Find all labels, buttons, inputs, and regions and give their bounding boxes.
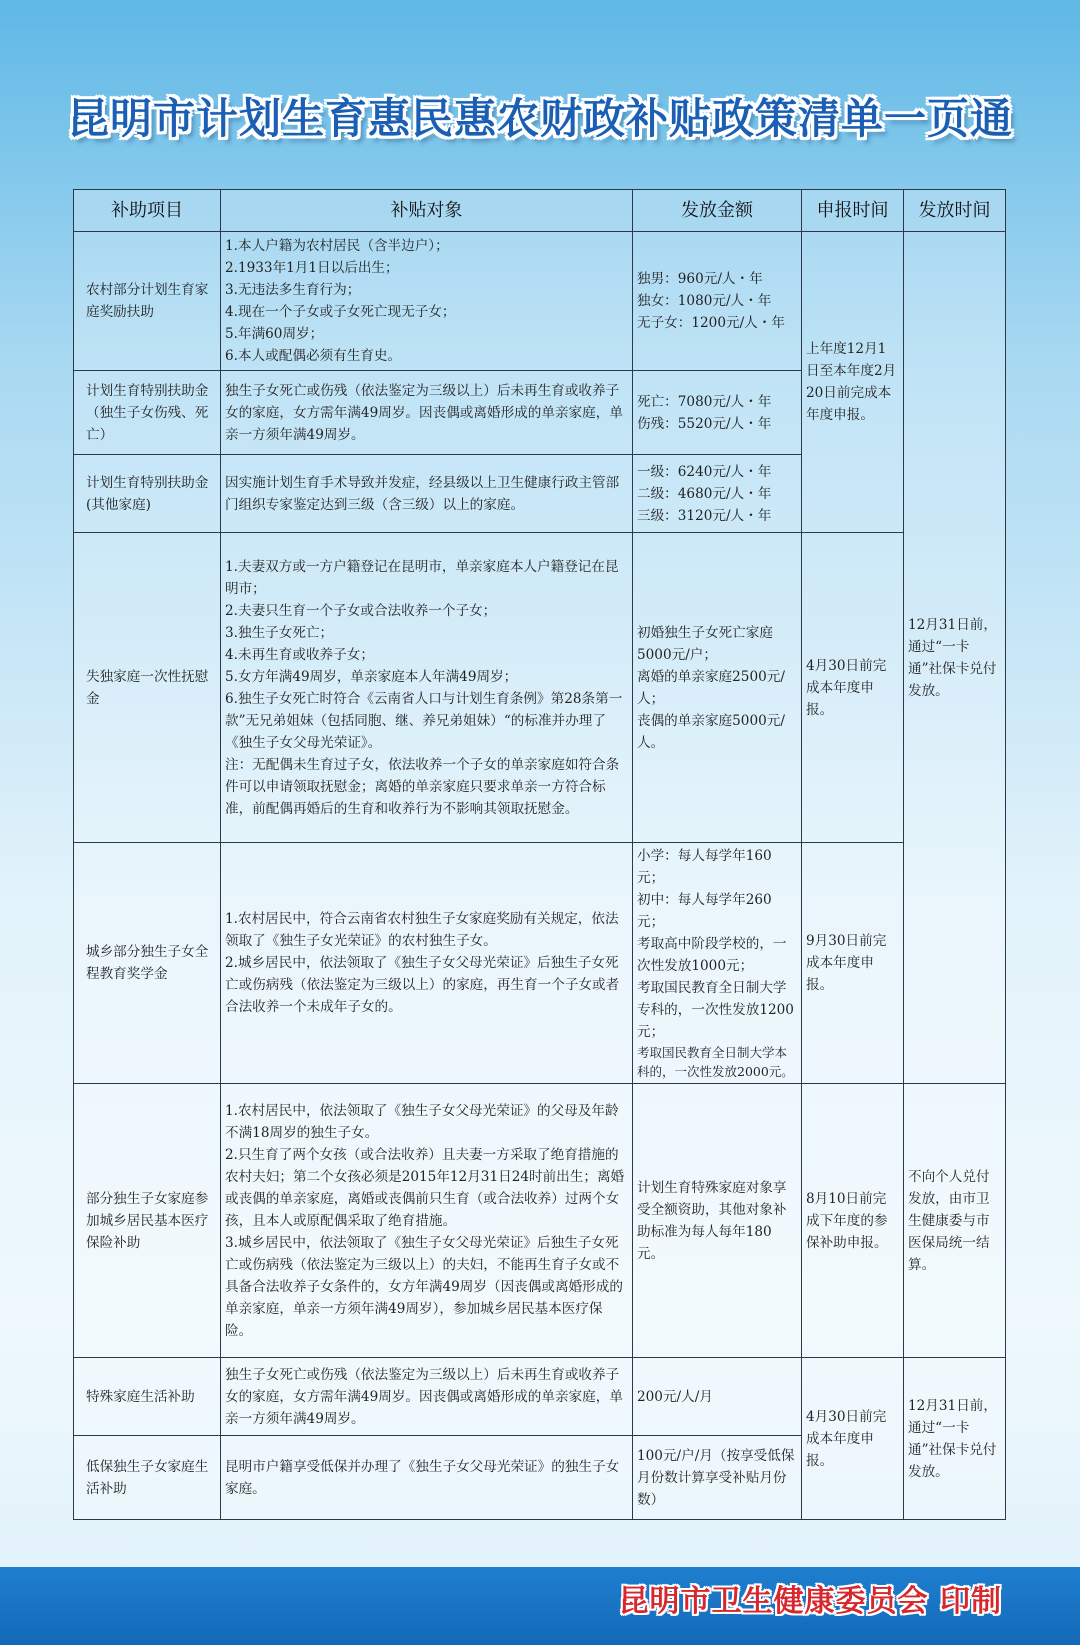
- target-cell: [221, 232, 633, 371]
- item-cell: 部分独生子女家庭参加城乡居民基本医疗保险补助: [74, 1084, 221, 1358]
- target-line: 3.城乡居民中，依法领取了《独生子女父母光荣证》后独生子女死亡或伤病残（依法鉴定为三级以上）的夫妇，不能再生育子女或不具备合法收养子女条件的，女方年满49周岁（因丧偶或离婚形成的单亲家庭，单亲一方须年满49周岁），参加城乡居民基本医疗保险。: [225, 1234, 623, 1339]
- target-cell: [221, 1084, 633, 1358]
- amount-line: 离婚的单亲家庭2500元/人；: [637, 668, 785, 707]
- amount-line: 伤残：5520元/人・年: [637, 415, 772, 432]
- amount-line: 考取国民教育全日制大学本科的，一次性发放2000元。: [637, 1045, 794, 1079]
- page-title: 昆明市计划生育惠民惠农财政补贴政策清单一页通: [66, 94, 1013, 143]
- amount-line: 丧偶的单亲家庭5000元/人。: [637, 712, 785, 751]
- amount-cell: 计划生育特殊家庭对象享受全额资助，其他对象补助标准为每人每年180元。: [633, 1084, 802, 1358]
- table-row: [74, 1084, 1006, 1358]
- footer-credit: 昆明市卫生健康委员会 印制: [618, 1584, 1002, 1619]
- target-line: 1.夫妻双方或一方户籍登记在昆明市，单亲家庭本人户籍登记在昆明市；: [225, 558, 619, 597]
- target-line: 6.本人或配偶必须有生育史。: [225, 348, 402, 364]
- table-row: [74, 533, 1006, 843]
- target-line: 1.农村居民中，符合云南省农村独生子女家庭奖励有关规定，依法领取了《独生子女光荣证》的农村独生子女。: [225, 911, 619, 949]
- table-header-row: [74, 190, 1006, 232]
- apply-time-cell: 8月10日前完成下年度的参保补助申报。: [802, 1084, 904, 1358]
- target-cell: 昆明市户籍享受低保并办理了《独生子女父母光荣证》的独生子女家庭。: [221, 1436, 633, 1520]
- pay-time-cell: 12月31日前，通过“一卡通”社保卡兑付发放。: [904, 232, 1006, 1084]
- amount-line: 初中：每人每学年260元；: [637, 892, 772, 930]
- apply-time-cell: 4月30日前完成本年度申报。: [802, 1358, 904, 1520]
- amount-cell: [633, 232, 802, 371]
- item-cell: 城乡部分独生子女全程教育奖学金: [74, 843, 221, 1084]
- header-item: 补助项目: [74, 190, 221, 232]
- amount-cell: [633, 371, 802, 455]
- item-cell: 计划生育特别扶助金（独生子女伤残、死亡）: [74, 371, 221, 455]
- target-cell: 独生子女死亡或伤残（依法鉴定为三级以上）后未再生育或收养子女的家庭，女方需年满49周岁。因丧偶或离婚形成的单亲家庭，单亲一方须年满49周岁。: [221, 371, 633, 455]
- amount-cell: 200元/人/月: [633, 1358, 802, 1436]
- amount-cell: [633, 455, 802, 533]
- amount-line: 考取国民教育全日制大学专科的，一次性发放1200元；: [637, 980, 794, 1040]
- target-cell: 独生子女死亡或伤残（依法鉴定为三级以上）后未再生育或收养子女的家庭，女方需年满49周岁。因丧偶或离婚形成的单亲家庭，单亲一方须年满49周岁。: [221, 1358, 633, 1436]
- amount-line: 二级：4680元/人・年: [637, 485, 772, 502]
- amount-line: 死亡：7080元/人・年: [637, 393, 772, 410]
- amount-line: 无子女：1200元/人・年: [637, 315, 785, 331]
- table-row: [74, 232, 1006, 371]
- item-cell: 计划生育特别扶助金(其他家庭): [74, 455, 221, 533]
- apply-time-cell: 上年度12月1日至本年度2月20日前完成本年度申报。: [802, 232, 904, 533]
- target-cell: [221, 533, 633, 843]
- amount-line: 一级：6240元/人・年: [637, 463, 772, 480]
- item-cell: 农村部分计划生育家庭奖励扶助: [74, 232, 221, 371]
- pay-time-cell: 不向个人兑付发放，由市卫生健康委与市医保局统一结算。: [904, 1084, 1006, 1358]
- amount-cell: [633, 533, 802, 843]
- amount-cell: [633, 843, 802, 1084]
- target-line: 2.夫妻只生育一个子女或合法收养一个子女；: [225, 602, 497, 619]
- amount-line: 小学：每人每学年160元；: [637, 848, 772, 886]
- target-line: 4.未再生育或收养子女；: [225, 646, 374, 663]
- target-line: 5.年满60周岁；: [225, 326, 324, 342]
- apply-time-cell: 9月30日前完成本年度申报。: [802, 843, 904, 1084]
- target-line: 4.现在一个子女或子女死亡现无子女；: [225, 304, 456, 320]
- header-amount: 发放金额: [633, 190, 802, 232]
- header-apply-time: 申报时间: [802, 190, 904, 232]
- table-row: [74, 843, 1006, 1084]
- target-line: 2.1933年1月1日以后出生；: [225, 260, 399, 276]
- target-line: 5.女方年满49周岁，单亲家庭本人年满49周岁；: [225, 668, 518, 685]
- amount-cell: 100元/户/月（按享受低保月份数计算享受补贴月份数）: [633, 1436, 802, 1520]
- target-line: 3.无违法多生育行为；: [225, 282, 361, 298]
- table-row: [74, 1358, 1006, 1436]
- target-line: 1.农村居民中，依法领取了《独生子女父母光荣证》的父母及年龄不满18周岁的独生子女。: [225, 1102, 619, 1141]
- apply-time-cell: 4月30日前完成本年度申报。: [802, 533, 904, 843]
- target-line: 1.本人户籍为农村居民（含半边户）；: [225, 238, 449, 254]
- target-line: 注：无配偶未生育过子女，依法收养一个子女的单亲家庭如符合条件可以申请领取抚慰金；离婚的单亲家庭只要求单亲一方符合标准，前配偶再婚后的生育和收养行为不影响其领取抚慰金。: [225, 756, 620, 817]
- target-line: 3.独生子女死亡；: [225, 624, 334, 641]
- item-cell: 失独家庭一次性抚慰金: [74, 533, 221, 843]
- amount-line: 初婚独生子女死亡家庭5000元/户；: [637, 624, 773, 663]
- target-line: 2.只生育了两个女孩（或合法收养）且夫妻一方采取了绝育措施的农村夫妇；第二个女孩必须是2015年12月31日24时前出生；离婚或丧偶的单亲家庭，离婚或丧偶前只生育（或合法收养）过两个女孩，且本人或原配偶采取了绝育措施。: [225, 1146, 625, 1229]
- amount-line: 独女：1080元/人・年: [637, 293, 772, 309]
- pay-time-cell: 12月31日前，通过“一卡通”社保卡兑付发放。: [904, 1358, 1006, 1520]
- header-target: 补贴对象: [221, 190, 633, 232]
- amount-line: 考取高中阶段学校的，一次性发放1000元；: [637, 936, 787, 974]
- target-line: 6.独生子女死亡时符合《云南省人口与计划生育条例》第28条第一款”无兄弟姐妹（包括同胞、继、养兄弟姐妹）“的标准并办理了《独生子女父母光荣证》。: [225, 690, 623, 751]
- amount-line: 三级：3120元/人・年: [637, 507, 772, 524]
- item-cell: 低保独生子女家庭生活补助: [74, 1436, 221, 1520]
- policy-table: [73, 189, 1006, 1520]
- target-cell: 因实施计划生育手术导致并发症，经县级以上卫生健康行政主管部门组织专家鉴定达到三级（含三级）以上的家庭。: [221, 455, 633, 533]
- target-line: 2.城乡居民中，依法领取了《独生子女父母光荣证》后独生子女死亡或伤病残（依法鉴定为三级以上）的家庭，再生育一个子女或者合法收养一个未成年子女的。: [225, 955, 620, 1015]
- target-cell: [221, 843, 633, 1084]
- amount-line: 独男：960元/人・年: [637, 271, 763, 287]
- item-cell: 特殊家庭生活补助: [74, 1358, 221, 1436]
- header-pay-time: 发放时间: [904, 190, 1006, 232]
